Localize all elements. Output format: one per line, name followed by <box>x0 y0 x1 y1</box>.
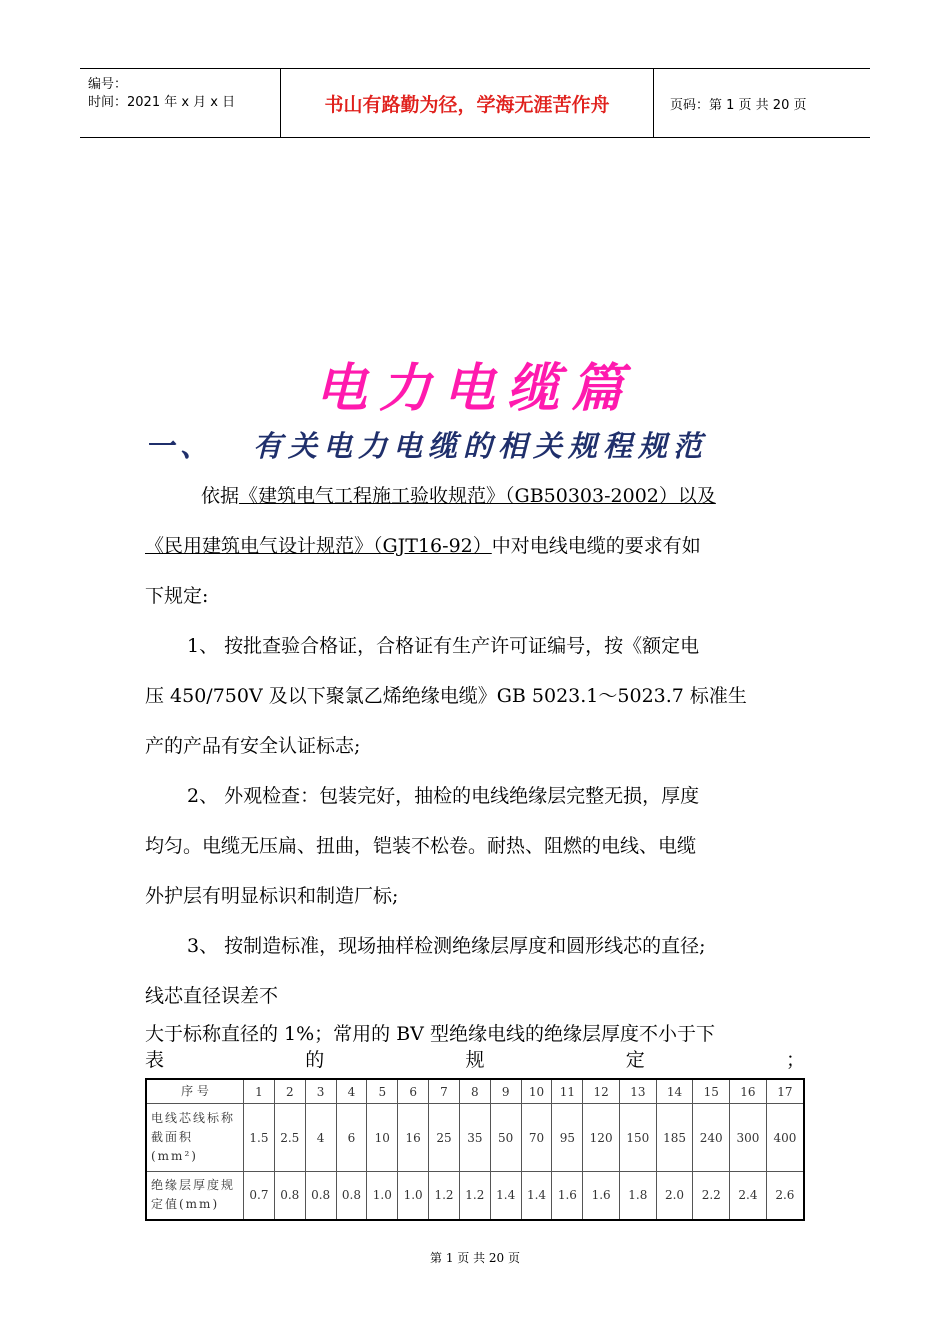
table-cell: 9 <box>490 1079 521 1104</box>
intro-prefix: 依据 <box>201 485 240 507</box>
justified-char: 定 <box>625 1049 645 1071</box>
section-number: 一、 <box>145 429 216 463</box>
item2-line-2: 均匀。电缆无压扁、扭曲，铠装不松卷。耐热、阻燃的电线、电缆 <box>145 835 697 857</box>
table-row-thickness <box>146 1172 804 1220</box>
header-motto: 书山有路勤为径，学海无涯苦作舟 <box>281 69 654 137</box>
item3-line-4 <box>145 1048 805 1072</box>
table-cell: 12 <box>583 1079 620 1104</box>
table-cell: 3 <box>305 1079 336 1104</box>
table-cell: 1.2 <box>429 1172 460 1220</box>
intro-line-3: 下规定: <box>145 585 209 607</box>
table-cell: 1.5 <box>244 1104 275 1172</box>
page-info-text: 页码：第 1 页 共 20 页 <box>670 97 807 113</box>
table-cell: 1.4 <box>490 1172 521 1220</box>
table-cell: 14 <box>656 1079 693 1104</box>
section-title: 有关电力电缆的相关规程规范 <box>253 429 709 463</box>
item1-line-1-text: 1、 按批查验合格证，合格证有生产许可证编号，按《额定电 <box>187 635 700 657</box>
insulation-spec-table <box>145 1078 805 1221</box>
table-cell: 2.2 <box>693 1172 730 1220</box>
item2-line-1-text: 2、 外观检查：包装完好，抽检的电线绝缘层完整无损，厚度 <box>187 785 700 807</box>
table-cell: 35 <box>459 1104 490 1172</box>
section-heading <box>145 424 708 465</box>
table-cell: 2.6 <box>766 1172 804 1220</box>
table-cell: 95 <box>552 1104 583 1172</box>
intro-reference-2: 《民用建筑电气设计规范》（GJT16-92） <box>145 535 492 557</box>
row-label-number: 序 号 <box>146 1079 244 1104</box>
item3-line-1-text: 3、 按制造标准，现场抽样检测绝缘层厚度和圆形线芯的直径; <box>187 935 706 957</box>
table-cell: 1.0 <box>398 1172 429 1220</box>
table-cell: 1 <box>244 1079 275 1104</box>
table-cell: 13 <box>619 1079 656 1104</box>
table-cell: 6 <box>336 1104 367 1172</box>
item1-line-1 <box>145 634 805 658</box>
table-cell: 7 <box>429 1079 460 1104</box>
serial-label: 编号： <box>88 77 128 92</box>
justified-char: ； <box>785 1049 805 1071</box>
table-cell: 5 <box>367 1079 398 1104</box>
table-cell: 0.7 <box>244 1172 275 1220</box>
table-cell: 240 <box>693 1104 730 1172</box>
page-footer: 第 1 页 共 20 页 <box>430 1251 520 1265</box>
table-cell: 70 <box>521 1104 552 1172</box>
table-cell: 400 <box>766 1104 804 1172</box>
row-label-thickness: 绝缘层厚度规定值(mm) <box>146 1172 244 1220</box>
table-cell: 150 <box>619 1104 656 1172</box>
justified-char: 规 <box>465 1049 485 1071</box>
intro-line-1 <box>145 484 805 508</box>
intro-reference-1: 《建筑电气工程施工验收规范》（GB50303-2002）以及 <box>239 485 716 507</box>
item3-line-1 <box>145 934 805 958</box>
table-cell: 0.8 <box>274 1172 305 1220</box>
item2-line-3: 外护层有明显标识和制造厂标; <box>145 885 399 907</box>
item2-line-1 <box>145 784 805 808</box>
table-cell: 6 <box>398 1079 429 1104</box>
table-cell: 1.6 <box>552 1172 583 1220</box>
table-row-section <box>146 1104 804 1172</box>
item3-line-3: 大于标称直径的 1%；常用的 BV 型绝缘电线的绝缘层厚度不小于下 <box>145 1023 715 1045</box>
table-cell: 16 <box>730 1079 767 1104</box>
table-cell: 1.0 <box>367 1172 398 1220</box>
table-cell: 15 <box>693 1079 730 1104</box>
page-header <box>80 68 870 138</box>
table-cell: 4 <box>336 1079 367 1104</box>
table-cell: 10 <box>367 1104 398 1172</box>
table-cell: 1.2 <box>459 1172 490 1220</box>
intro-line-2 <box>145 534 805 558</box>
table-cell: 10 <box>521 1079 552 1104</box>
table-cell: 8 <box>459 1079 490 1104</box>
table-cell: 11 <box>552 1079 583 1104</box>
table-cell: 17 <box>766 1079 804 1104</box>
item3-line-2: 线芯直径误差不 <box>145 985 279 1007</box>
header-page-info <box>664 69 870 137</box>
table-cell: 2.4 <box>730 1172 767 1220</box>
header-info-cell <box>80 69 281 137</box>
table-cell: 0.8 <box>305 1172 336 1220</box>
table-cell: 185 <box>656 1104 693 1172</box>
table-cell: 300 <box>730 1104 767 1172</box>
table-cell: 16 <box>398 1104 429 1172</box>
table-cell: 1.8 <box>619 1172 656 1220</box>
justified-char: 的 <box>305 1049 325 1071</box>
table-cell: 50 <box>490 1104 521 1172</box>
table-cell: 2 <box>274 1079 305 1104</box>
table-cell: 120 <box>583 1104 620 1172</box>
table-cell: 0.8 <box>336 1172 367 1220</box>
table-row-number <box>146 1079 804 1104</box>
intro-suffix: 中对电线电缆的要求有如 <box>491 535 701 557</box>
item1-line-3: 产的产品有安全认证标志; <box>145 735 361 757</box>
row-label-section: 电线芯线标称截面积(mm²) <box>146 1104 244 1172</box>
table-cell: 1.4 <box>521 1172 552 1220</box>
time-label: 时间：2021 年 x 月 x 日 <box>88 95 236 110</box>
table-cell: 25 <box>429 1104 460 1172</box>
table-cell: 1.6 <box>583 1172 620 1220</box>
justified-char: 表 <box>145 1049 165 1071</box>
table-cell: 2.5 <box>274 1104 305 1172</box>
document-title: 电力电缆篇 <box>314 359 635 419</box>
item1-line-2: 压 450/750V 及以下聚氯乙烯绝缘电缆》GB 5023.1～5023.7 标准生 <box>145 685 747 707</box>
table-cell: 2.0 <box>656 1172 693 1220</box>
table-cell: 4 <box>305 1104 336 1172</box>
